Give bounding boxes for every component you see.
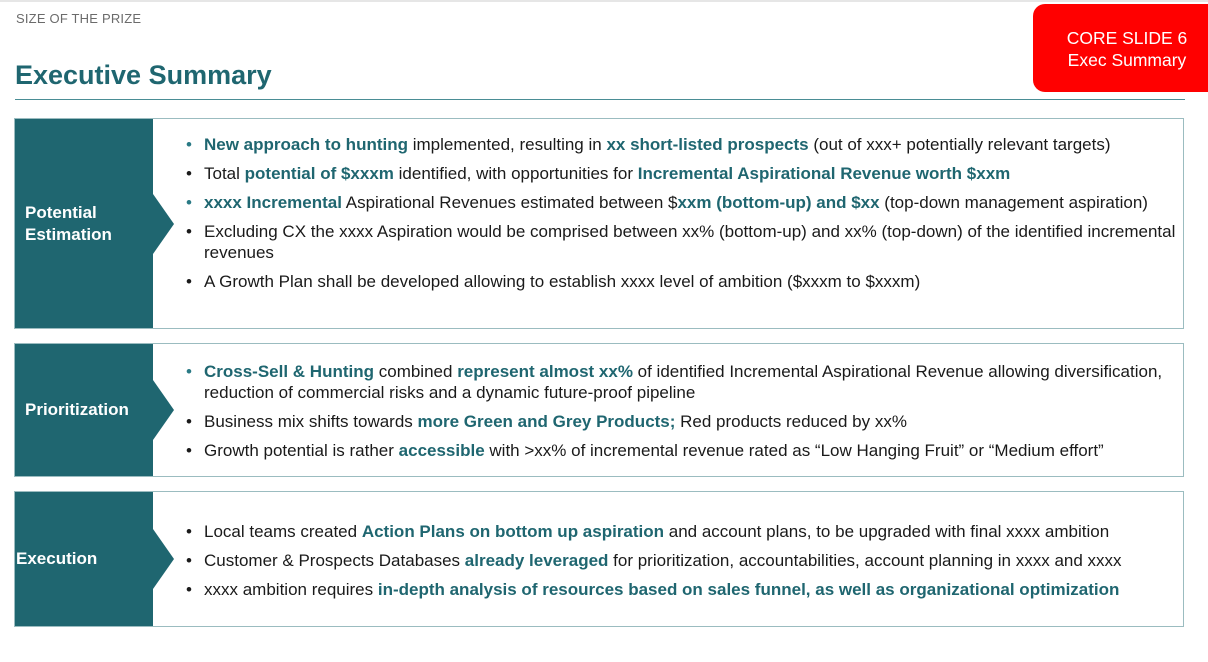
highlight-text: Cross-Sell & Hunting <box>204 362 375 381</box>
highlight-text: Action Plans on bottom up aspiration <box>361 522 665 541</box>
highlight-text: xx short-listed prospects <box>606 135 809 154</box>
tag-line-2: Exec Summary <box>1067 50 1187 70</box>
bullet-item <box>185 411 1179 432</box>
body-text: (top-down management aspiration) <box>879 193 1148 212</box>
body-text: implemented, resulting in <box>408 135 607 154</box>
highlight-text: represent almost xx% <box>457 362 633 381</box>
chevron-right-icon <box>153 194 174 254</box>
highlight-text: in-depth analysis of resources based on sales funnel, as well as organizational optimization <box>377 580 1120 599</box>
body-text: combined <box>374 362 458 381</box>
bullet-item <box>185 192 1179 213</box>
bullet-list <box>185 361 1179 469</box>
chevron-right-icon <box>153 529 174 589</box>
section-prioritization <box>14 343 1184 477</box>
body-text: identified, with opportunities for <box>393 164 638 183</box>
body-text: for prioritization, accountabilities, account planning in xxxx and xxxx <box>608 551 1122 570</box>
section-eyebrow: SIZE OF THE PRIZE <box>16 11 142 26</box>
section-label: Prioritization <box>15 344 153 476</box>
body-text: Red products reduced by xx% <box>675 412 907 431</box>
body-text: and account plans, to be upgraded with final xxxx ambition <box>664 522 1110 541</box>
body-text: xxxx ambition requires <box>204 580 378 599</box>
section-label: Execution <box>15 492 153 626</box>
chevron-right-icon <box>153 380 174 440</box>
highlight-text: Incremental Aspirational Revenue worth $xxm <box>637 164 1011 183</box>
highlight-text: potential of $xxxm <box>244 164 394 183</box>
body-text: A Growth Plan shall be developed allowing to establish xxxx level of ambition ($xxxm to $xxxm) <box>204 272 921 291</box>
title-divider <box>15 99 1185 100</box>
page-title: Executive Summary <box>15 60 272 90</box>
section-label: Potential Estimation <box>15 119 153 328</box>
body-text: Customer & Prospects Databases <box>204 551 465 570</box>
tag-line-1: CORE SLIDE 6 <box>1066 28 1188 48</box>
highlight-text: already leveraged <box>464 551 609 570</box>
section-execution <box>14 491 1184 627</box>
body-text: Excluding CX the xxxx Aspiration would be comprised between xx% (bottom-up) and xx% (top-down) of the identified incremental revenues <box>204 222 1176 262</box>
bullet-list <box>185 521 1179 608</box>
bullet-item <box>185 550 1179 571</box>
body-text: of identified Incremental Aspirational Revenue allowing diversification, reduction of commercial risks and a dynamic future-proof pipeline <box>204 362 1163 402</box>
body-text: with >xx% of incremental revenue rated as “Low Hanging Fruit” or “Medium effort” <box>484 441 1104 460</box>
section-potential-estimation <box>14 118 1184 329</box>
body-text: Aspirational Revenues estimated between $ <box>341 193 678 212</box>
bullet-item <box>185 271 1179 292</box>
bullet-item <box>185 221 1179 263</box>
highlight-text: more Green and Grey Products; <box>417 412 676 431</box>
body-text: (out of xxx+ potentially relevant targets) <box>808 135 1111 154</box>
bullet-item <box>185 440 1179 461</box>
highlight-text: accessible <box>398 441 485 460</box>
highlight-text: xxxx Incremental <box>204 193 342 212</box>
bullet-item <box>185 521 1179 542</box>
core-slide-tag <box>1033 4 1208 92</box>
body-text: Growth potential is rather <box>204 441 399 460</box>
highlight-text: New approach to hunting <box>204 135 408 154</box>
bullet-list <box>185 134 1179 300</box>
bullet-item <box>185 579 1179 600</box>
highlight-text: xxm (bottom-up) and $xx <box>677 193 880 212</box>
bullet-item <box>185 134 1179 155</box>
bullet-item <box>185 163 1179 184</box>
top-border <box>0 0 1208 2</box>
body-text: Total <box>204 164 245 183</box>
body-text: Local teams created <box>204 522 362 541</box>
bullet-item <box>185 361 1179 403</box>
body-text: Business mix shifts towards <box>204 412 418 431</box>
